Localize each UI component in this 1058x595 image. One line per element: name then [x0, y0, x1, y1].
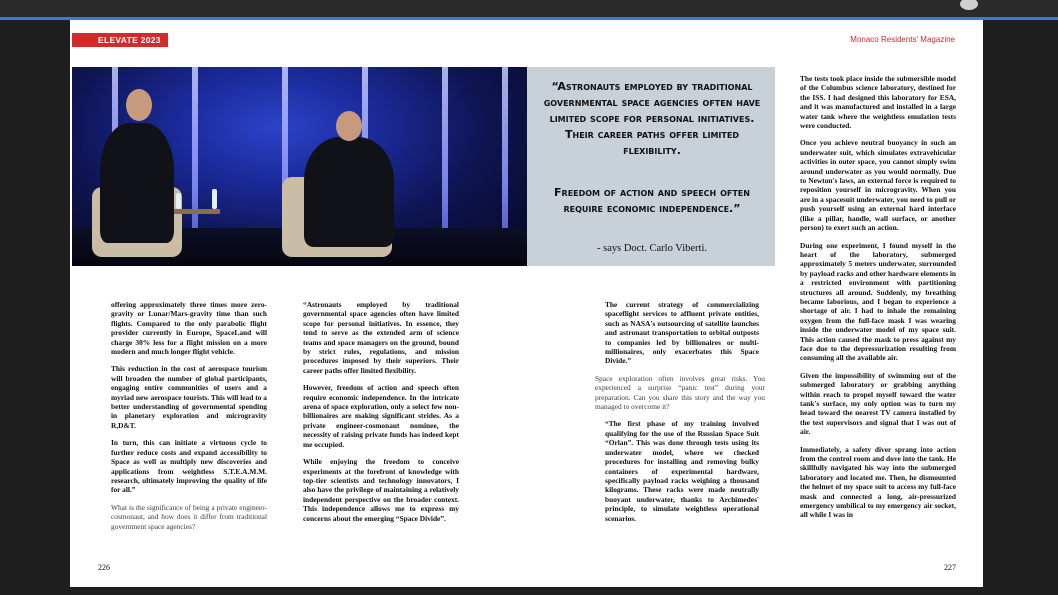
paragraph: The current strategy of commercializing spaceflight services to affluent private entities, such as NASA's outsourcing of satellite launches and astronaut transportation to orbital outposts to companies led by billionaires or multi-millionaires, only exacerbates this Space Divide.” — [605, 300, 759, 366]
paragraph: offering approximately three times more zero-gravity or Lunar/Mars-gravity time than such flights. Compared to the only parabolic flight provider currently in Europe, SpaceLand will charge 30% less for a flight mission on a more modern and much longer flight vehicle. — [111, 300, 267, 357]
column-2 — [303, 300, 459, 531]
column-3 — [595, 300, 765, 531]
interview-question: Space exploration often involves great risks. You experienced a surprise “panic test” during your preparation. Can you share this story and the way you managed to overcome it? — [595, 373, 765, 412]
pull-quote-attribution: - says Doct. Carlo Viberti. — [597, 243, 707, 254]
paragraph: During one experiment, I found myself in the heart of the laboratory, submerged approximately 5 meters underwater, surrounded by payload racks and other hardware elements in a restricted environment with partitioning structures all around. Suddenly, my breathing became laborious, and I began to experience a shortage of air. I had to inhale the remaining oxygen from the full-face mask I was wearing inside the underwater model of my space suit. This action caused the mask to press against my face due to the depressurization resulting from consuming all the available air. — [800, 240, 956, 363]
page-number-left: 226 — [98, 563, 110, 572]
stage-photo — [72, 67, 527, 266]
paragraph: “Astronauts employed by traditional governmental space agencies often have limited scope for personal initiatives. In essence, they tend to serve as the extended arm of science teams and space managers on the ground, bound by strict rules, regulations, and mission procedures imposed by their superiors. Their career paths offer limited flexibility. — [303, 300, 459, 375]
viewer-top-bar — [0, 0, 1058, 18]
page-number-right: 227 — [944, 563, 956, 572]
paragraph: “The first phase of my training involved qualifying for the use of the Russian Space Suit “Orlan”. This was done through tests using its underwater model, where we checked procedures for installing and removing bulky containers of experimental hardware, specifically payload racks weighing a thousand kilograms. These racks were made neutrally buoyant underwater, thanks to Archimedes' principle, to simulate weightless operational scenarios. — [605, 419, 759, 523]
user-avatar-icon[interactable] — [960, 0, 978, 10]
column-1 — [111, 300, 267, 539]
paragraph: However, freedom of action and speech often require economic independence. In the intricate arena of space exploration, only a select few non-billionaires are making significant strides. As a private engineer-cosmonaut nominee, the necessity of raising private funds has indeed kept me occupied. — [303, 383, 459, 449]
section-tag: ELEVATE 2023 — [72, 33, 168, 47]
pull-quote-text-1: “Astronauts employed by traditional governmental space agencies often have limited scope for personal initiatives. Their career paths offer limited flexibility. — [543, 80, 761, 157]
paragraph: While enjoying the freedom to conceive experiments at the forefront of knowledge with top-tier scientists and technology innovators, I also have the privilege of maintaining a relatively independent perspective on the broader context. This independence allows me to express my concerns about the emerging “Space Divide”. — [303, 457, 459, 523]
pull-quote — [527, 67, 775, 266]
paragraph: Given the impossibility of swimming out of the submerged laboratory or grabbing anything within reach to propel myself toward the water tank's surface, my only option was to turn my head toward the nearest TV camera installed by the test supervisors and signal that I was out of air. — [800, 370, 956, 437]
pull-quote-text-2: Freedom of action and speech often require economic independence.” — [554, 186, 750, 215]
paragraph: This reduction in the cost of aerospace tourism will broaden the number of global participants, engaging entire communities of users and a myriad new aerospace tourists. This will lead to a better understanding of governmental spending in planetary exploration and microgravity R,D&T. — [111, 364, 267, 430]
column-4 — [800, 74, 956, 528]
magazine-spread — [70, 20, 983, 587]
magazine-title: Monaco Residents' Magazine — [850, 35, 955, 44]
paragraph: The tests took place inside the submersible model of the Columbus science laboratory, destined for the ISS. I had designed this laboratory for ESA, and it was manufactured and installed in a large water tank where the weightless emulation tests were conducted. — [800, 74, 956, 131]
paragraph: Immediately, a safety diver sprang into action from the control room and dove into the tank. He skillfully navigated his way into the submerged laboratory and located me. Then, he dismounted the helmet of my space suit to access my full-face mask and connected a long, air-pressurized emergency umbilical to my emergency air socket, all while I was in — [800, 444, 956, 520]
interview-question: What is the significance of being a private engineer-cosmonaut, and how does it differ from traditional government space agencies? — [111, 502, 267, 531]
paragraph: In turn, this can initiate a virtuous cycle to further reduce costs and expand accessibility to Space as well as multiply new discoveries and applications from weightless S.T.E.A.M.M. research, ultimately improving the quality of life for all.” — [111, 438, 267, 495]
paragraph: Once you achieve neutral buoyancy in such an underwater suit, which simulates extravehicular activities in outer space, you cannot simply swim around underwater as you would normally. Due to Newton's laws, an external force is required to reposition yourself in microgravity. When you are in a spacesuit underwater, you need to pull or push yourself using an external hard interface (like a pillar, handle, wall surface, or another person) to exert such an action. — [800, 138, 956, 233]
